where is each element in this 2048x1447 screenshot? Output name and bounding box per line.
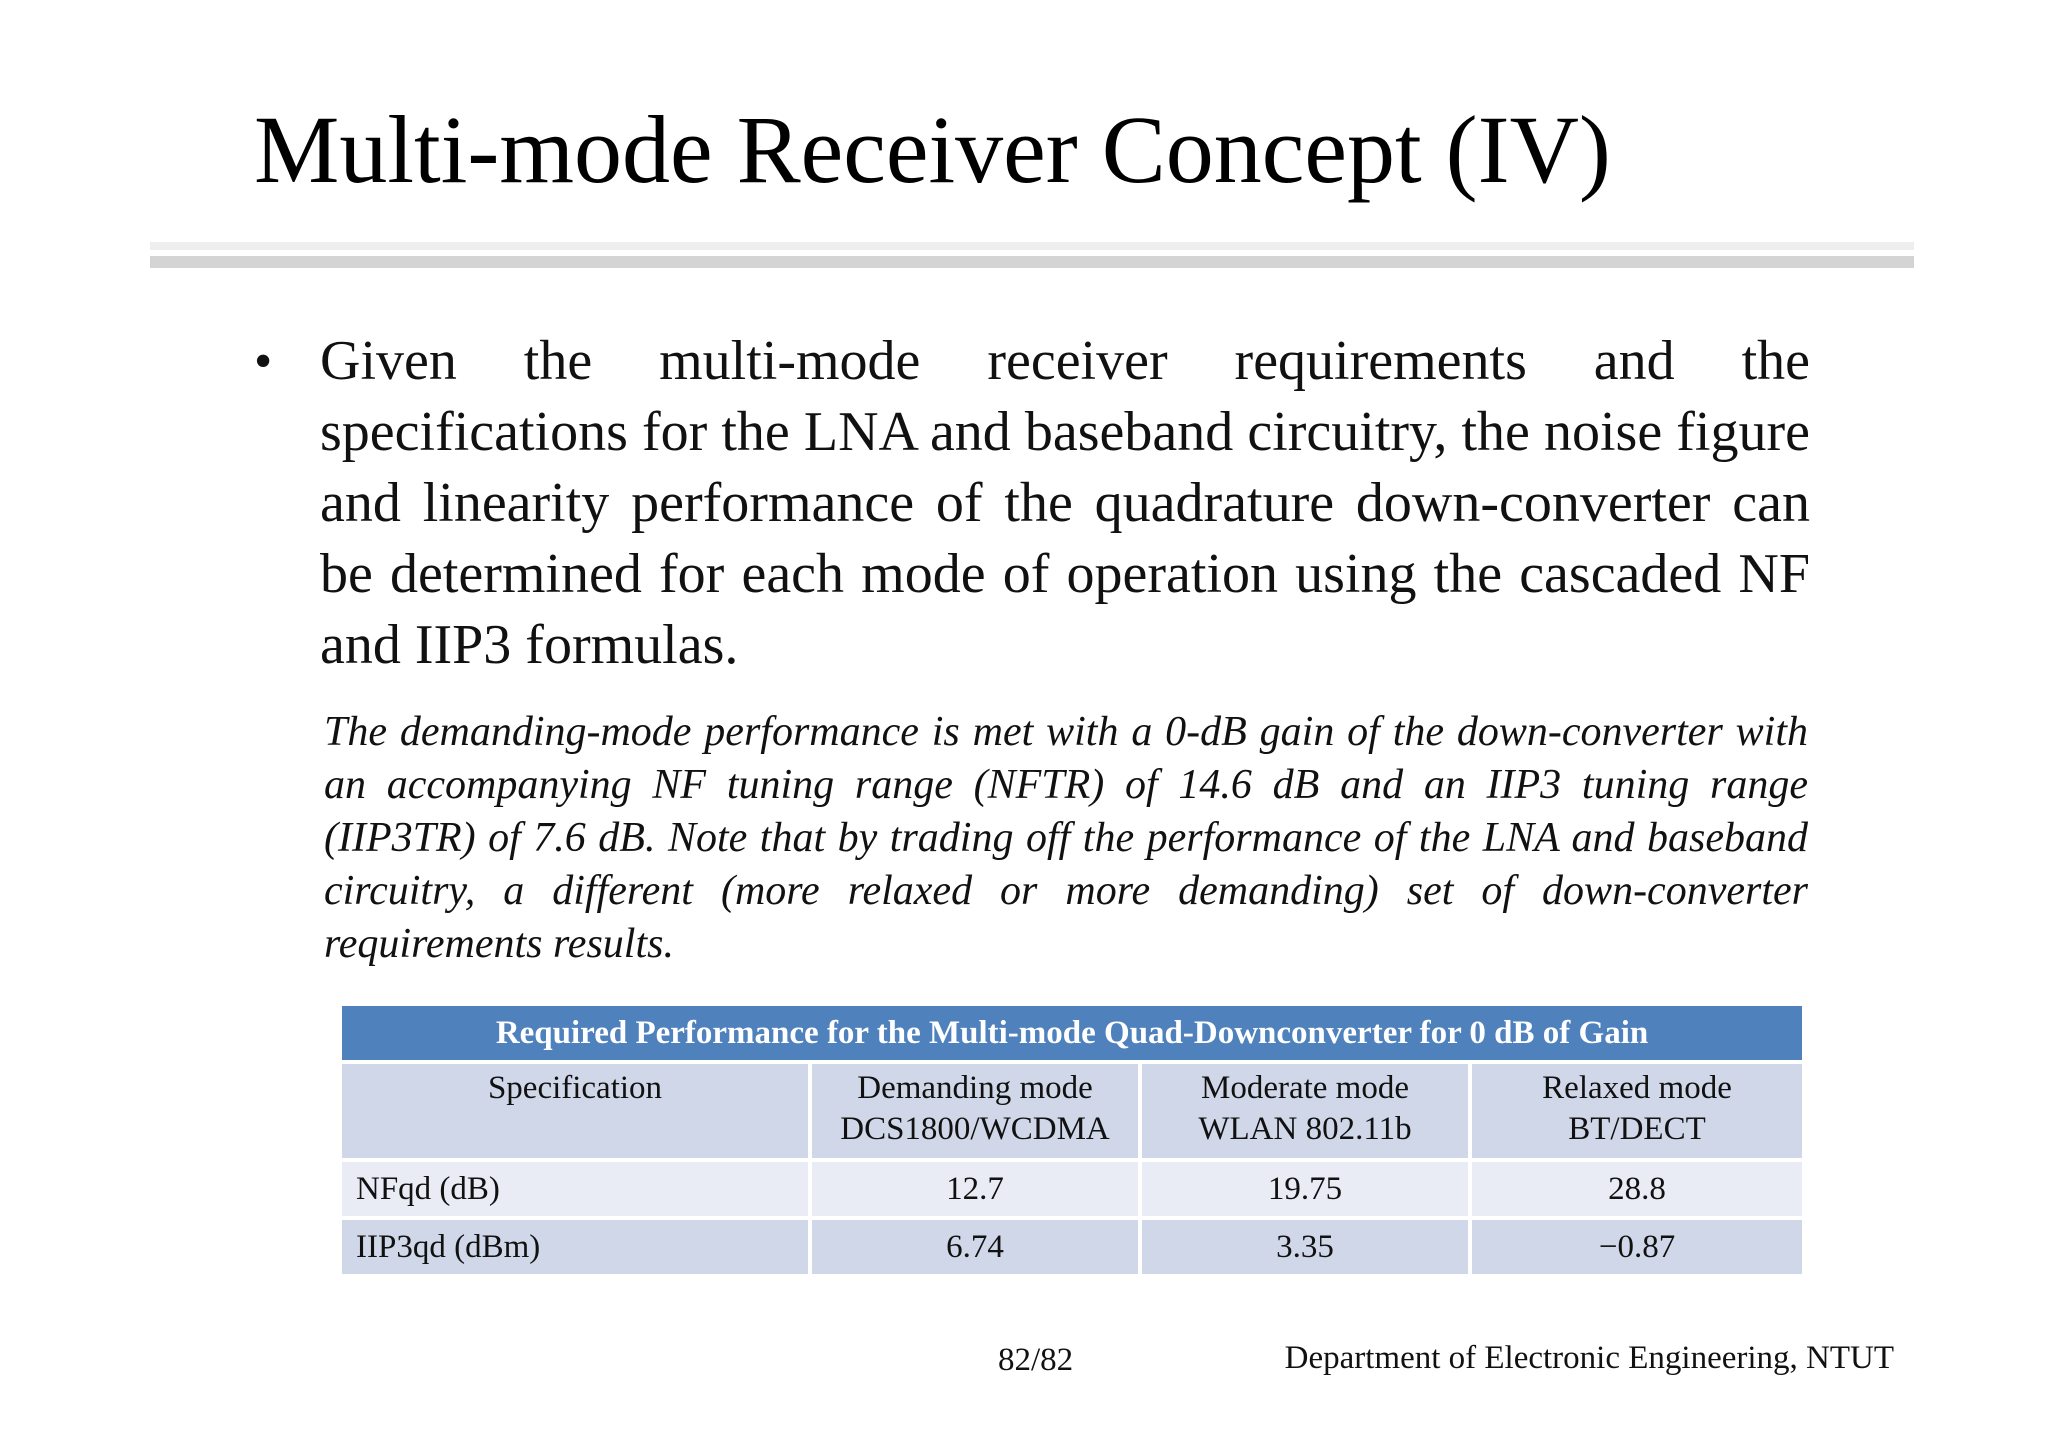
table-cell: 28.8 [1470, 1160, 1804, 1218]
column-header-specification [340, 1062, 810, 1160]
title-divider [150, 256, 1914, 268]
header-line: Moderate mode [1200, 1070, 1409, 1106]
header-subline: BT/DECT [1568, 1111, 1706, 1147]
column-header-relaxed [1470, 1062, 1804, 1160]
slide-title: Multi-mode Receiver Concept (IV) [254, 96, 1611, 203]
bullet-dot: • [254, 333, 273, 390]
performance-table [338, 1002, 1806, 1278]
table-cell: −0.87 [1470, 1218, 1804, 1276]
table-row [340, 1160, 1804, 1218]
table-cell: 6.74 [810, 1218, 1140, 1276]
note-text: The demanding-mode performance is met with a 0-dB gain of the down-converter with an accompanying NF tuning range (NFTR) of 14.6 dB and an IIP3 tuning range (IIP3TR) of 7.6 dB. Note that by trading off the performance of the LNA and baseband circuitry, a different (more relaxed or more demanding) set of down-converter requirements results. [324, 709, 1808, 967]
column-header-demanding [810, 1062, 1140, 1160]
table-header-row [340, 1062, 1804, 1160]
row-label: IIP3qd (dBm) [340, 1218, 810, 1276]
table-caption-row [340, 1004, 1804, 1062]
table-cell: 3.35 [1140, 1218, 1470, 1276]
header-line: Relaxed mode [1542, 1070, 1732, 1106]
header-subline: WLAN 802.11b [1198, 1111, 1412, 1147]
table-row [340, 1218, 1804, 1276]
bullet-text: Given the multi-mode receiver requirements and the specifications for the LNA and baseband circuitry, the noise figure and linearity performance of the quadrature down-converter can be determined for each mode of operation using the cascaded NF and IIP3 formulas. [320, 330, 1810, 676]
title-divider-top [150, 242, 1914, 250]
row-label: NFqd (dB) [340, 1160, 810, 1218]
table-cell: 12.7 [810, 1160, 1140, 1218]
header-subline: DCS1800/WCDMA [840, 1111, 1110, 1147]
header-line: Specification [487, 1070, 663, 1106]
table-cell: 19.75 [1140, 1160, 1470, 1218]
header-line: Demanding mode [857, 1070, 1093, 1106]
footer-department: Department of Electronic Engineering, NTUT [1284, 1340, 1894, 1376]
page-number: 82/82 [998, 1342, 1074, 1378]
table-caption: Required Performance for the Multi-mode Quad-Downconverter for 0 dB of Gain [340, 1004, 1804, 1062]
column-header-moderate [1140, 1062, 1470, 1160]
